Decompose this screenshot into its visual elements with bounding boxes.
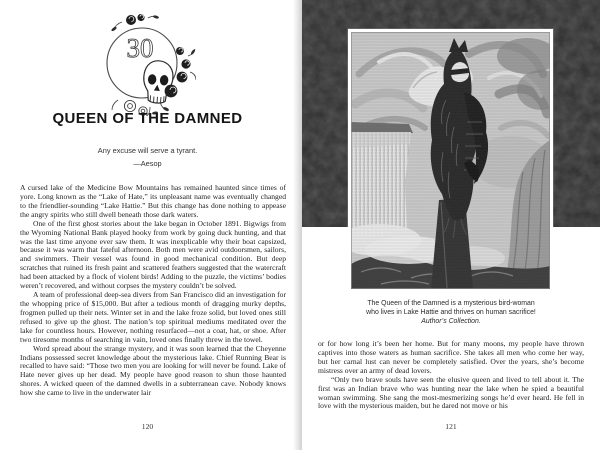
- caption-line: who lives in Lake Hattie and thrives on human sacrifice!: [366, 308, 536, 316]
- bird-woman-engraving: [351, 32, 550, 289]
- paragraph: Word spread about the strange mystery, and it was soon learned that the Cheyenne Indians possessed secret knowledge about the mysterious lake. Chief Running Bear is recalled to have said: “Those two men you are looking for will never be found. Lake of Hate never gives up her dead. My people have good reason to shun those haunted shores. A wicked queen of the damned dwells in a subterranean cave. Nobody knows how she came to live in the underwater lair: [20, 343, 286, 398]
- chapter-ornament: [100, 14, 196, 116]
- page-number-left: 120: [141, 422, 154, 431]
- chapter-title: QUEEN OF THE DAMNED: [52, 110, 243, 127]
- chapter-number: 30: [126, 33, 154, 63]
- epigraph-quote: Any excuse will serve a tyrant.: [97, 146, 198, 155]
- left-page-body-text: [20, 184, 286, 398]
- epigraph: [0, 145, 295, 170]
- skull-and-roses-icon: [100, 14, 196, 116]
- bird-woman-illustration: [348, 29, 553, 292]
- right-page-body-text: [318, 340, 584, 411]
- epigraph-attribution: —Aesop: [133, 158, 162, 168]
- paragraph: or for how long it’s been her home. But for many moons, my people have thrown captives into those waters as human sacrifice. She takes all men who come her way, but her carnal lust can never be completely satisfied. Over the years, she’s become mistress over an army of dead lovers.: [318, 339, 584, 375]
- caption-line: The Queen of the Damned is a mysterious bird-woman: [367, 300, 535, 307]
- paragraph: A team of professional deep-sea divers from San Francisco did an investigation for the whopping price of $15,000. But after a tedious month of dragging murky depths, frogmen pulled up their nets. Winter set in and the lake froze solid, but loved ones still refused to give up the ghost. The nation’s top spiritual mediums meditated over the lake for countless hours. However, nothing resurfaced—not a coat, hat, or shoe. After two tiresome months of searching in vain, loved ones finally threw in the towel.: [20, 290, 286, 344]
- page-gutter: [293, 0, 302, 450]
- paragraph: “Only two brave souls have seen the elusive queen and lived to tell about it. The first was an Indian brave who was hunting near the lake when he spied a beautiful woman swimming. She sang the most-mesmerizing songs he’d ever heard. He fell in love with the mysterious maiden, but he dared not move or his: [318, 374, 584, 411]
- page-number-right: 121: [445, 422, 457, 431]
- left-page: [0, 0, 295, 450]
- illustration-caption: [318, 300, 584, 326]
- paragraph: A cursed lake of the Medicine Bow Mountains has remained haunted since times of yore. Long known as the “Lake of Hate,” its unpleasant name was eventually changed to the friendlier-sounding “Lake Hattie.” But this change has done nothing to appease the angry spirits who still dwell beneath those dark waters.: [20, 183, 286, 219]
- paragraph: One of the first ghost stories about the lake began in October 1891. Bigwigs from the Wyoming National Bank played hooky from work by going duck hunting, and that was the last time anyone ever saw them. It was inexplicable why their boat capsized, because it was warm that fateful afternoon. Both men were avid outdoorsmen, sailors, and swimmers. Their vessel was found in good mechanical condition. But deep scratches that ruined its fresh paint and scattered feathers suggested that the watercraft had been attacked by a flock of violent birds! Adding to the puzzle, the victims’ bodies weren’t recovered, and without corpses the mystery couldn’t be solved.: [20, 218, 286, 291]
- caption-credit: Author’s Collection.: [421, 317, 481, 325]
- right-page: [302, 0, 600, 450]
